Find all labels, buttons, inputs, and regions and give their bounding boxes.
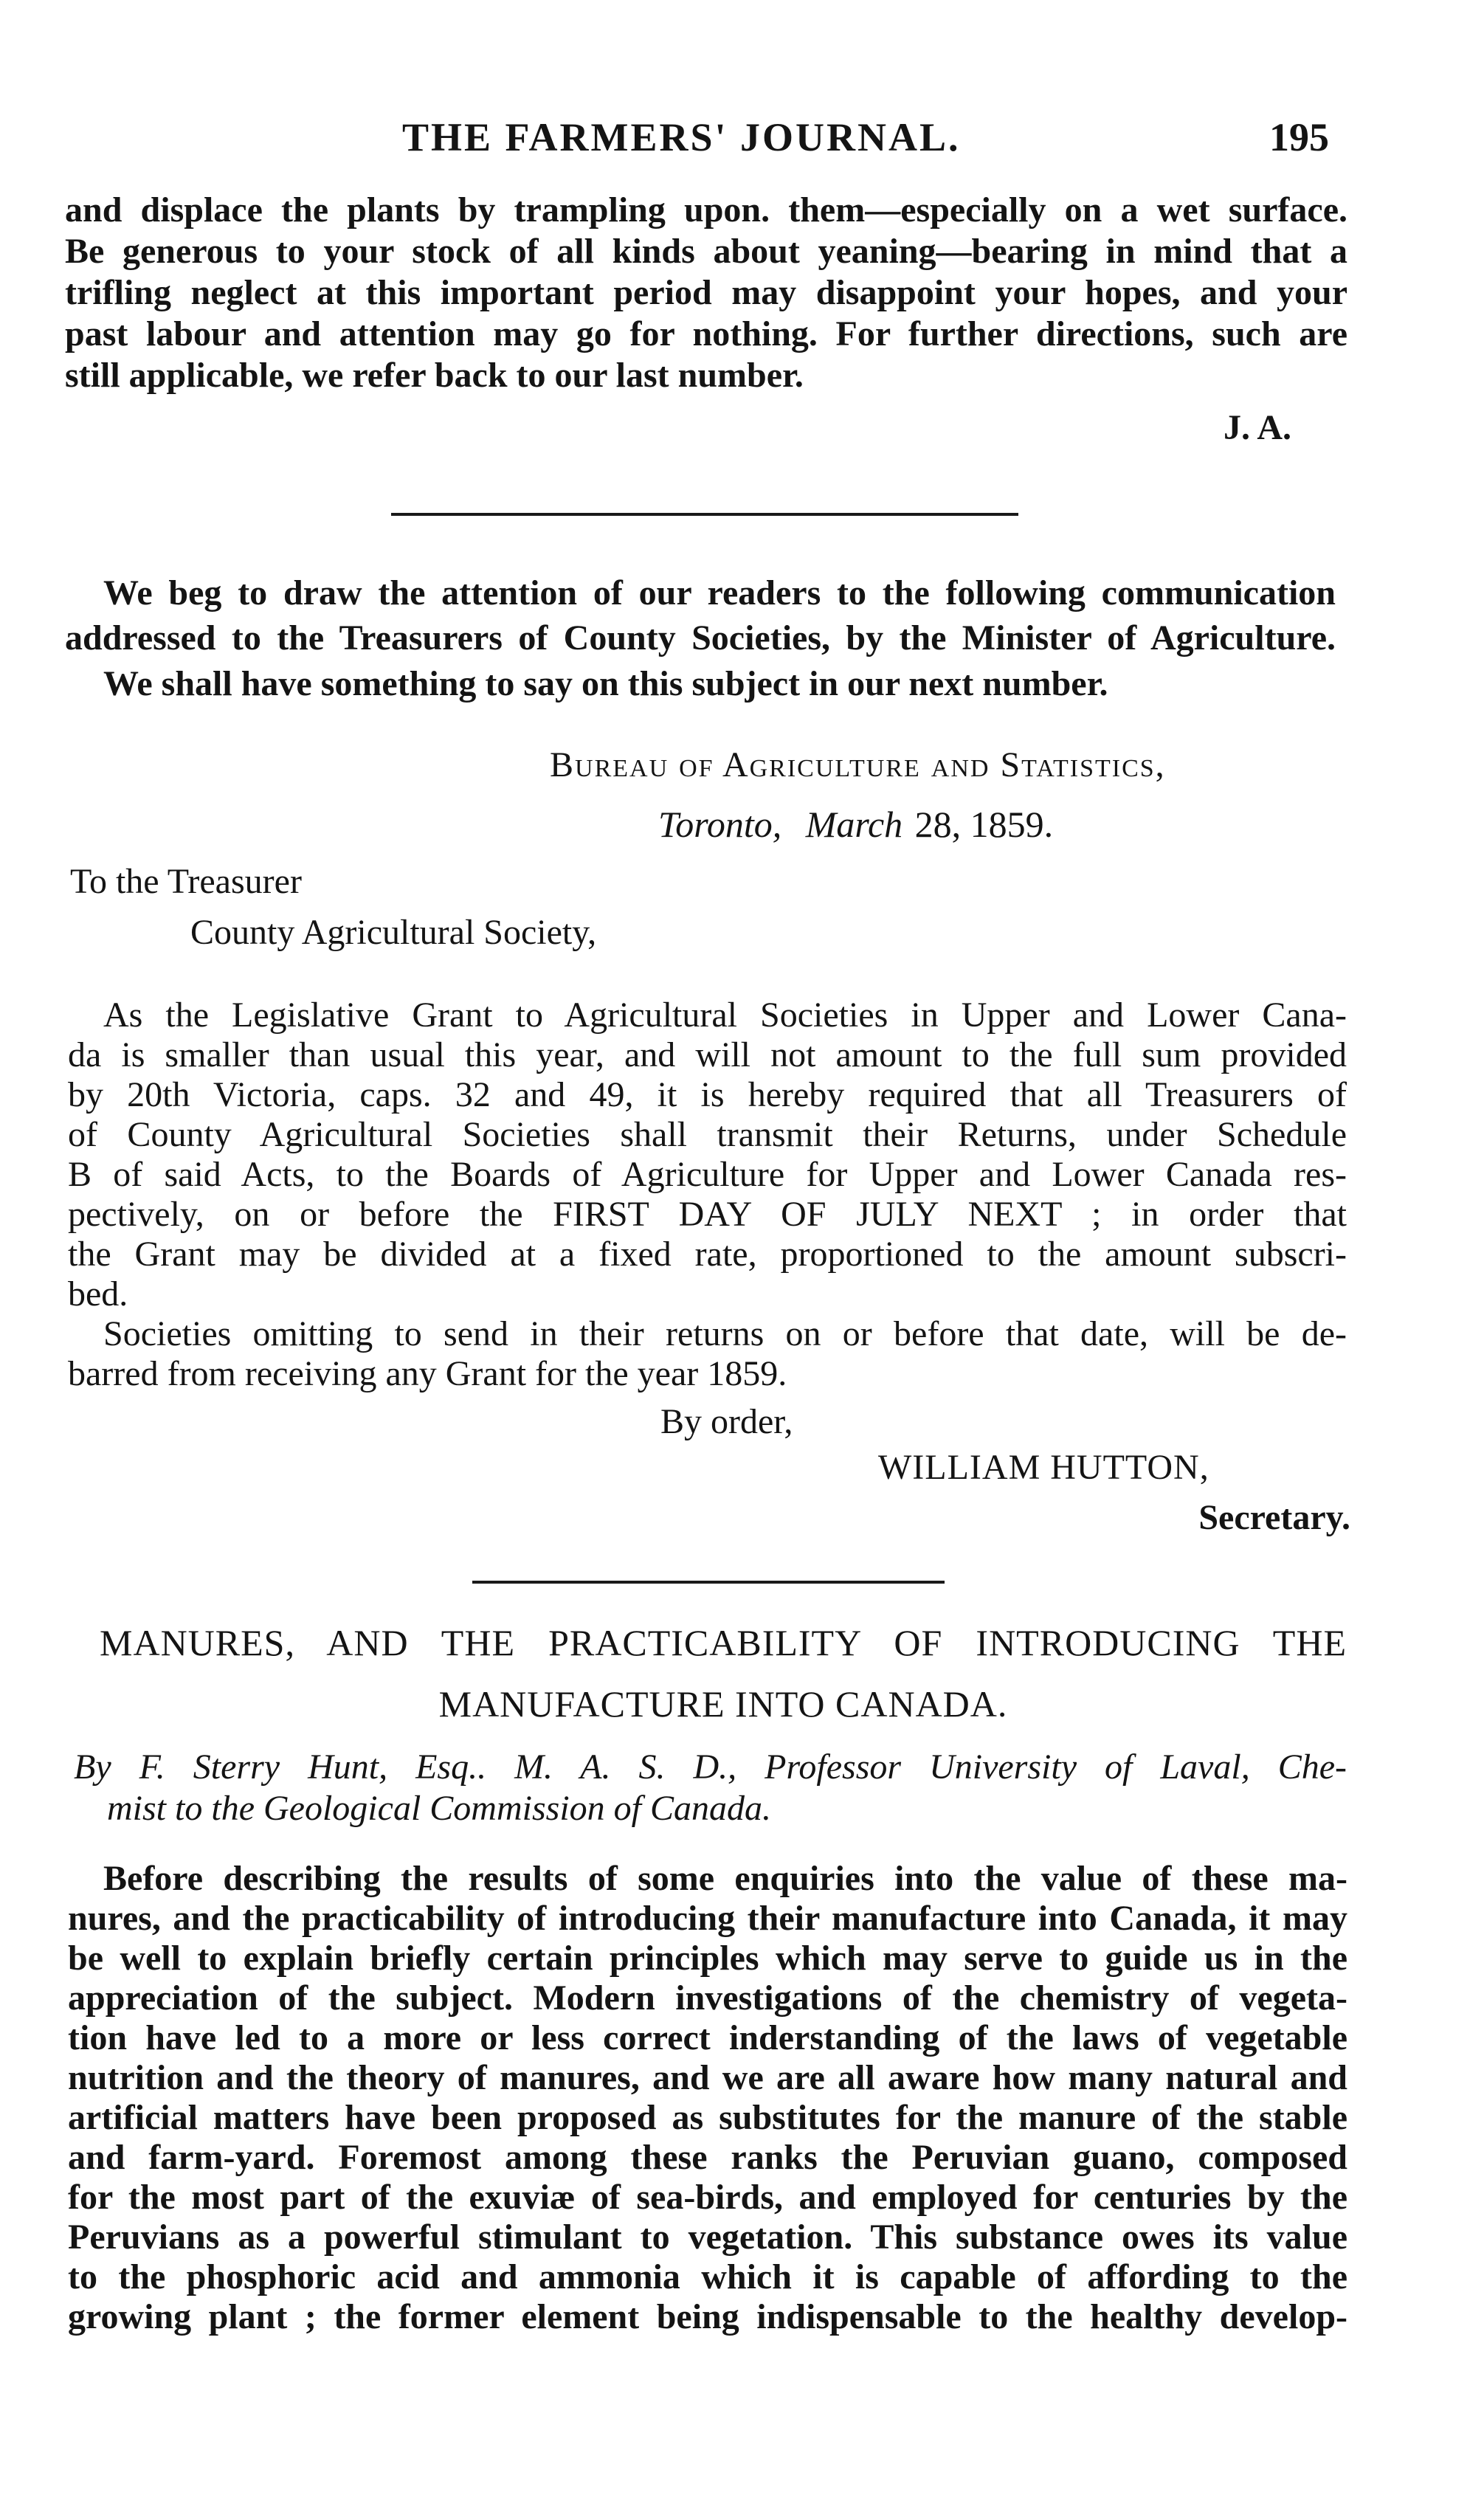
letter-salutation-society: County Agricultural Society, bbox=[190, 913, 597, 952]
letter-place: Toronto, bbox=[658, 804, 782, 845]
letter-body-line: da is smaller than usual this year, and will not amount to the full sum provided bbox=[68, 1035, 1347, 1074]
letter-body-line: the Grant may be divided at a fixed rate, proportioned to the amount subscri- bbox=[68, 1235, 1347, 1274]
notice-line: addressed to the Treasurers of County Societies, by the Minister of Agriculture. bbox=[65, 618, 1336, 658]
intro-line: and displace the plants by trampling upon. them—especially on a wet surface. bbox=[65, 190, 1347, 229]
letter-bureau: Bureau of Agriculture and Statistics, bbox=[550, 745, 1166, 784]
letter-body-line: of County Agricultural Societies shall transmit their Returns, under Schedule bbox=[68, 1115, 1347, 1154]
letter-closing: By order, bbox=[660, 1402, 793, 1441]
article-byline: mist to the Geological Commission of Canada. bbox=[107, 1789, 771, 1828]
article-body-line: for the most part of the exuviæ of sea-birds, and employed for centuries by the bbox=[68, 2178, 1347, 2217]
page-number: 195 bbox=[1269, 115, 1329, 159]
letter-month: March bbox=[805, 804, 903, 845]
section-divider bbox=[391, 513, 1018, 516]
article-body-line: Peruvians as a powerful stimulant to vegetation. This substance owes its value bbox=[68, 2218, 1347, 2257]
intro-line: past labour and attention may go for nothing. For further directions, such are bbox=[65, 314, 1347, 353]
article-title-line: MANUFACTURE INTO CANADA. bbox=[438, 1683, 1008, 1725]
letter-body-line: pectively, on or before the FIRST DAY OF JULY NEXT ; in order that bbox=[68, 1195, 1347, 1234]
article-body-line: Before describing the results of some enquiries into the value of these ma- bbox=[103, 1859, 1347, 1898]
intro-signature: J. A. bbox=[1223, 408, 1291, 447]
article-body-line: to the phosphoric acid and ammonia which it is capable of affording to the bbox=[68, 2257, 1347, 2296]
article-byline: By F. Sterry Hunt, Esq.. M. A. S. D., Professor University of Laval, Che- bbox=[74, 1747, 1347, 1787]
letter-dateline bbox=[658, 804, 1053, 845]
letter-date: 28, 1859. bbox=[914, 804, 1054, 845]
letter-body-line: by 20th Victoria, caps. 32 and 49, it is hereby required that all Treasurers of bbox=[68, 1075, 1347, 1114]
intro-line: still applicable, we refer back to our last number. bbox=[65, 356, 804, 395]
letter-body-line: barred from receiving any Grant for the year 1859. bbox=[68, 1354, 787, 1393]
letter-signatory: WILLIAM HUTTON, bbox=[878, 1448, 1209, 1487]
letter-body-line: B of said Acts, to the Boards of Agriculture for Upper and Lower Canada res- bbox=[68, 1155, 1347, 1194]
article-body-line: artificial matters have been proposed as substitutes for the manure of the stable bbox=[68, 2098, 1347, 2137]
letter-body-line: As the Legislative Grant to Agricultural Societies in Upper and Lower Cana- bbox=[103, 995, 1347, 1035]
article-body-line: be well to explain briefly certain principles which may serve to guide us in the bbox=[68, 1939, 1347, 1978]
letter-signatory-title: Secretary. bbox=[1198, 1498, 1350, 1537]
article-body-line: nutrition and the theory of manures, and we are all aware how many natural and bbox=[68, 2058, 1347, 2097]
article-body-line: nures, and the practicability of introducing their manufacture into Canada, it may bbox=[68, 1899, 1347, 1938]
letter-body-line: Societies omitting to send in their returns on or before that date, will be de- bbox=[103, 1314, 1347, 1353]
running-header-title: THE FARMERS' JOURNAL. bbox=[402, 115, 961, 159]
notice-line: We shall have something to say on this subject in our next number. bbox=[103, 664, 1108, 703]
letter-salutation: To the Treasurer bbox=[70, 862, 302, 901]
article-body-line: appreciation of the subject. Modern investigations of the chemistry of vegeta- bbox=[68, 1978, 1347, 2018]
article-body-line: and farm-yard. Foremost among these ranks the Peruvian guano, composed bbox=[68, 2138, 1347, 2177]
article-body-line: tion have led to a more or less correct inderstanding of the laws of vegetable bbox=[68, 2018, 1347, 2057]
section-divider bbox=[472, 1581, 945, 1584]
article-title-line: MANURES, AND THE PRACTICABILITY OF INTRODUCING THE bbox=[100, 1622, 1347, 1663]
article-body-line: growing plant ; the former element being indispensable to the healthy develop- bbox=[68, 2297, 1347, 2336]
letter-body-line: bed. bbox=[68, 1274, 128, 1314]
intro-line: Be generous to your stock of all kinds about yeaning—bearing in mind that a bbox=[65, 232, 1347, 271]
intro-line: trifling neglect at this important period may disappoint your hopes, and your bbox=[65, 273, 1347, 312]
notice-line: We beg to draw the attention of our readers to the following communication bbox=[103, 573, 1336, 612]
